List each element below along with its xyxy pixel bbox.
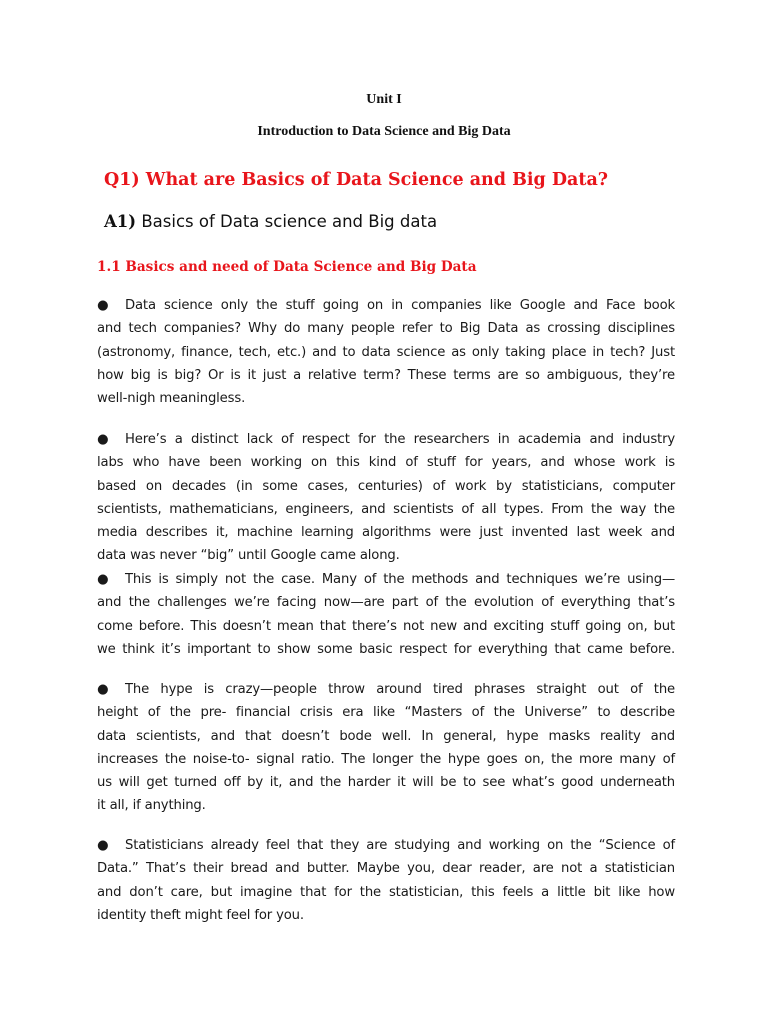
bullet-paragraph xyxy=(97,678,675,818)
paragraph-line: Data.” That’s their bread and butter. Maybe you, dear reader, are not a statistician xyxy=(97,861,675,877)
paragraph-line: data scientists, and that doesn’t bode well. In general, hype masks reality and xyxy=(97,728,675,744)
paragraph-line: media describes it, machine learning algorithms were just invented last week and xyxy=(97,525,675,541)
paragraph-line: ● The hype is crazy—people throw around tired phrases straight out of the xyxy=(97,678,675,701)
bullet-icon: ● xyxy=(97,838,109,853)
bullet-icon: ● xyxy=(97,682,109,697)
answer-label: A1) xyxy=(104,212,137,231)
bullet-paragraph xyxy=(97,568,675,661)
paragraph-line: and the challenges we’re facing now—are part of the evolution of everything that’s xyxy=(97,595,675,611)
answer-heading xyxy=(104,212,437,231)
paragraph-line: ● This is simply not the case. Many of the methods and techniques we’re using— xyxy=(97,568,675,591)
paragraph-line: identity theft might feel for you. xyxy=(97,907,304,923)
paragraph-line: ● Here’s a distinct lack of respect for the researchers in academia and industry xyxy=(97,428,675,451)
section-heading: 1.1 Basics and need of Data Science and Big Data xyxy=(97,259,477,275)
bullet-icon: ● xyxy=(97,432,109,447)
question-heading: Q1) What are Basics of Data Science and Big Data? xyxy=(104,170,609,190)
document-subtitle: Introduction to Data Science and Big Data xyxy=(257,124,511,139)
paragraph-line: scientists, mathematicians, engineers, and scientists of all types. From the way the xyxy=(97,501,675,517)
unit-heading: Unit I xyxy=(366,92,402,107)
bullet-paragraph xyxy=(97,428,675,568)
bullet-icon: ● xyxy=(97,572,109,587)
paragraph-line: ● Statisticians already feel that they are studying and working on the “Science of xyxy=(97,834,675,857)
paragraph-line: labs who have been working on this kind of stuff for years, and whose work is xyxy=(97,455,675,471)
bullet-paragraph xyxy=(97,294,675,410)
paragraph-line: we think it’s important to show some basic respect for everything that came before. xyxy=(97,641,675,657)
paragraph-line: increases the noise-to- signal ratio. The longer the hype goes on, the more many of xyxy=(97,751,675,767)
paragraph-line: us will get turned off by it, and the harder it will be to see what’s good underneath xyxy=(97,775,675,791)
paragraph-line: and don’t care, but imagine that for the statistician, this feels a little bit like how xyxy=(97,884,675,900)
bullet-icon: ● xyxy=(97,298,109,313)
paragraph-line: ● Data science only the stuff going on in companies like Google and Face book xyxy=(97,294,675,317)
bullet-paragraph xyxy=(97,834,675,927)
paragraph-line: and tech companies? Why do many people refer to Big Data as crossing disciplines xyxy=(97,321,675,337)
paragraph-line: how big is big? Or is it just a relative term? These terms are so ambiguous, they’re xyxy=(97,367,675,383)
paragraph-line: well-nigh meaningless. xyxy=(97,391,246,407)
paragraph-line: data was never “big” until Google came along. xyxy=(97,548,400,564)
paragraph-line: based on decades (in some cases, centuries) of work by statisticians, computer xyxy=(97,478,675,494)
paragraph-line: (astronomy, finance, tech, etc.) and to data science as only taking place in tech? Just xyxy=(97,344,675,360)
paragraph-line: it all, if anything. xyxy=(97,798,206,814)
paragraph-line: come before. This doesn’t mean that there’s not new and exciting stuff going on, but xyxy=(97,618,675,634)
paragraph-line: height of the pre- financial crisis era like “Masters of the Universe” to describe xyxy=(97,705,675,721)
answer-text: Basics of Data science and Big data xyxy=(141,212,438,231)
